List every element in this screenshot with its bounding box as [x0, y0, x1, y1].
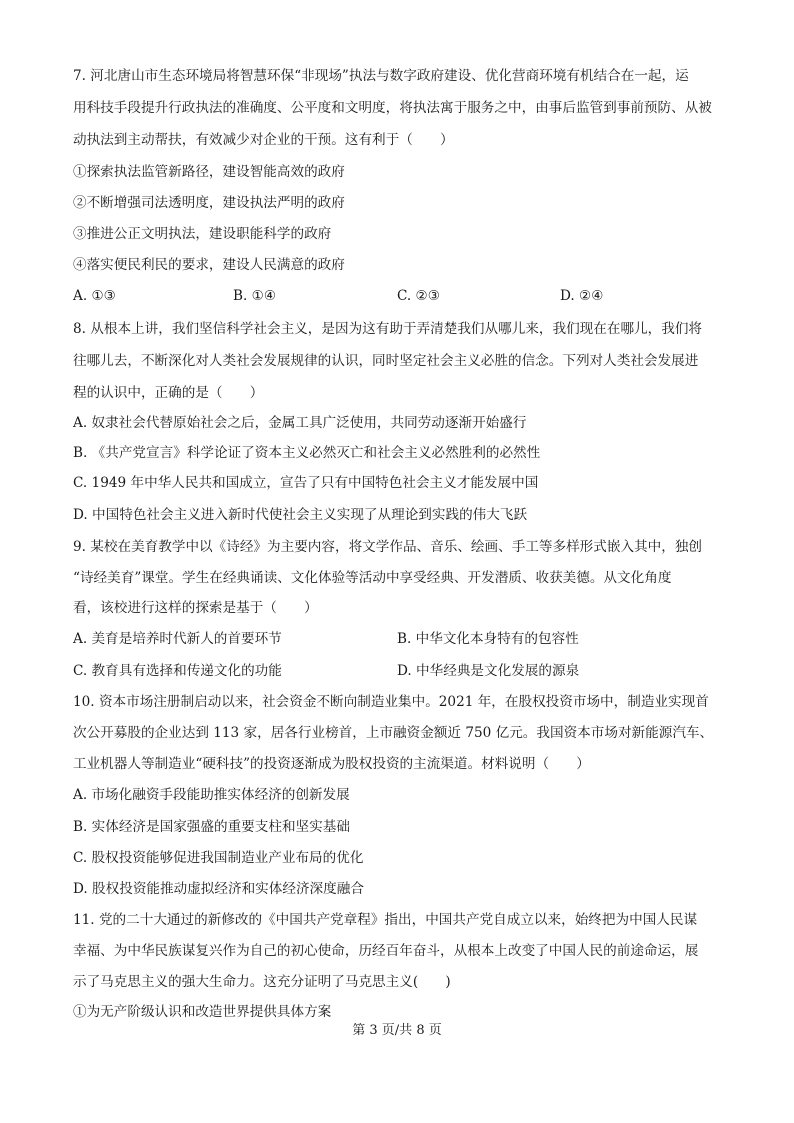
q7-option-b[interactable]: B. ①④	[233, 288, 277, 304]
q9-stem-line-1: 9. 某校在美育教学中以《诗经》为主要内容，将文学作品、音乐、绘画、手工等多样形式嵌入其中，独创	[73, 539, 703, 555]
q8-option-a[interactable]: A. 奴隶社会代替原始社会之后，金属工具广泛使用，共同劳动逐渐开始盛行	[73, 415, 527, 431]
q8-stem-line-2: 往哪儿去，不断深化对人类社会发展规律的认识，同时坚定社会主义必胜的信念。下列对人类社会发展进	[73, 353, 699, 369]
q7-statement-4: ④落实便民利民的要求，建设人民满意的政府	[73, 257, 345, 273]
page-number: 第 3 页/共 8 页	[352, 1023, 442, 1038]
q10-stem-line-2: 次公开募股的企业达到 113 家，居各行业榜首，上市融资金额近 750 亿元。我国资本市场对新能源汽车、	[73, 725, 714, 741]
q8-option-c[interactable]: C. 1949 年中华人民共和国成立，宣告了只有中国特色社会主义才能发展中国	[73, 475, 539, 491]
q7-statement-1: ①探索执法监管新路径，建设智能高效的政府	[73, 164, 345, 180]
q9-option-b[interactable]: B. 中华文化本身特有的包容性	[397, 631, 579, 647]
q9-option-c[interactable]: C. 教育具有选择和传递文化的功能	[73, 663, 282, 679]
q7-statement-2: ②不断增强司法透明度，建设执法严明的政府	[73, 195, 345, 211]
q8-option-d[interactable]: D. 中国特色社会主义进入新时代使社会主义实现了从理论到实践的伟大飞跃	[73, 507, 528, 523]
q7-option-d[interactable]: D. ②④	[560, 288, 604, 304]
q8-stem-line-1: 8. 从根本上讲，我们坚信科学社会主义，是因为这有助于弄清楚我们从哪儿来，我们现在在哪儿，我们将	[73, 321, 703, 337]
q10-option-b[interactable]: B. 实体经济是国家强盛的重要支柱和坚实基础	[73, 819, 350, 835]
q7-statement-3: ③推进公正文明执法，建设职能科学的政府	[73, 226, 332, 242]
q9-stem-line-2: “诗经美育”课堂。学生在经典诵读、文化体验等活动中享受经典、开发潜质、收获美德。从文化角度	[73, 570, 672, 586]
q10-option-c[interactable]: C. 股权投资能够促进我国制造业产业布局的优化	[73, 850, 364, 866]
q7-stem-line-2: 用科技手段提升行政执法的准确度、公平度和文明度，将执法寓于服务之中，由事后监管到事前预防、从被	[73, 100, 712, 116]
q10-option-d[interactable]: D. 股权投资能推动虚拟经济和实体经济深度融合	[73, 881, 364, 897]
q7-option-a[interactable]: A. ①③	[73, 288, 116, 304]
q10-stem-line-3: 工业机器人等制造业“硬科技”的投资逐渐成为股权投资的主流渠道。材料说明（ ）	[73, 756, 590, 772]
q9-option-d[interactable]: D. 中华经典是文化发展的源泉	[397, 663, 580, 679]
q9-option-a[interactable]: A. 美育是培养时代新人的首要环节	[73, 631, 282, 647]
q7-stem-line-3: 动执法到主动帮扶，有效减少对企业的干预。这有利于（ ）	[73, 132, 454, 148]
q7-option-c[interactable]: C. ②③	[397, 288, 440, 304]
q8-stem-line-3: 程的认识中，正确的是（ ）	[73, 385, 264, 401]
q10-option-a[interactable]: A. 市场化融资手段能助推实体经济的创新发展	[73, 787, 350, 803]
q11-statement-1: ①为无产阶级认识和改造世界提供具体方案	[73, 1004, 332, 1020]
q11-stem-line-1: 11. 党的二十大通过的新修改的《中国共产党章程》指出，中国共产党自成立以来，始终把为中国人民谋	[73, 912, 698, 928]
q11-stem-line-2: 幸福、为中华民族谋复兴作为自己的初心使命，历经百年奋斗，从根本上改变了中国人民的前途命运，展	[73, 943, 699, 959]
q11-stem-line-3: 示了马克思主义的强大生命力。这充分证明了马克思主义( )	[73, 974, 451, 990]
q10-stem-line-1: 10. 资本市场注册制启动以来，社会资金不断向制造业集中。2021 年，在股权投资市场中，制造业实现首	[73, 694, 709, 710]
q7-stem-line-1: 7. 河北唐山市生态环境局将智慧环保“非现场”执法与数字政府建设、优化营商环境有机结合在一起，运	[73, 68, 689, 84]
q9-stem-line-3: 看，该校进行这样的探索是基于（ ）	[73, 600, 318, 616]
q8-option-b[interactable]: B. 《共产党宣言》科学论证了资本主义必然灭亡和社会主义必然胜利的必然性	[73, 445, 541, 461]
